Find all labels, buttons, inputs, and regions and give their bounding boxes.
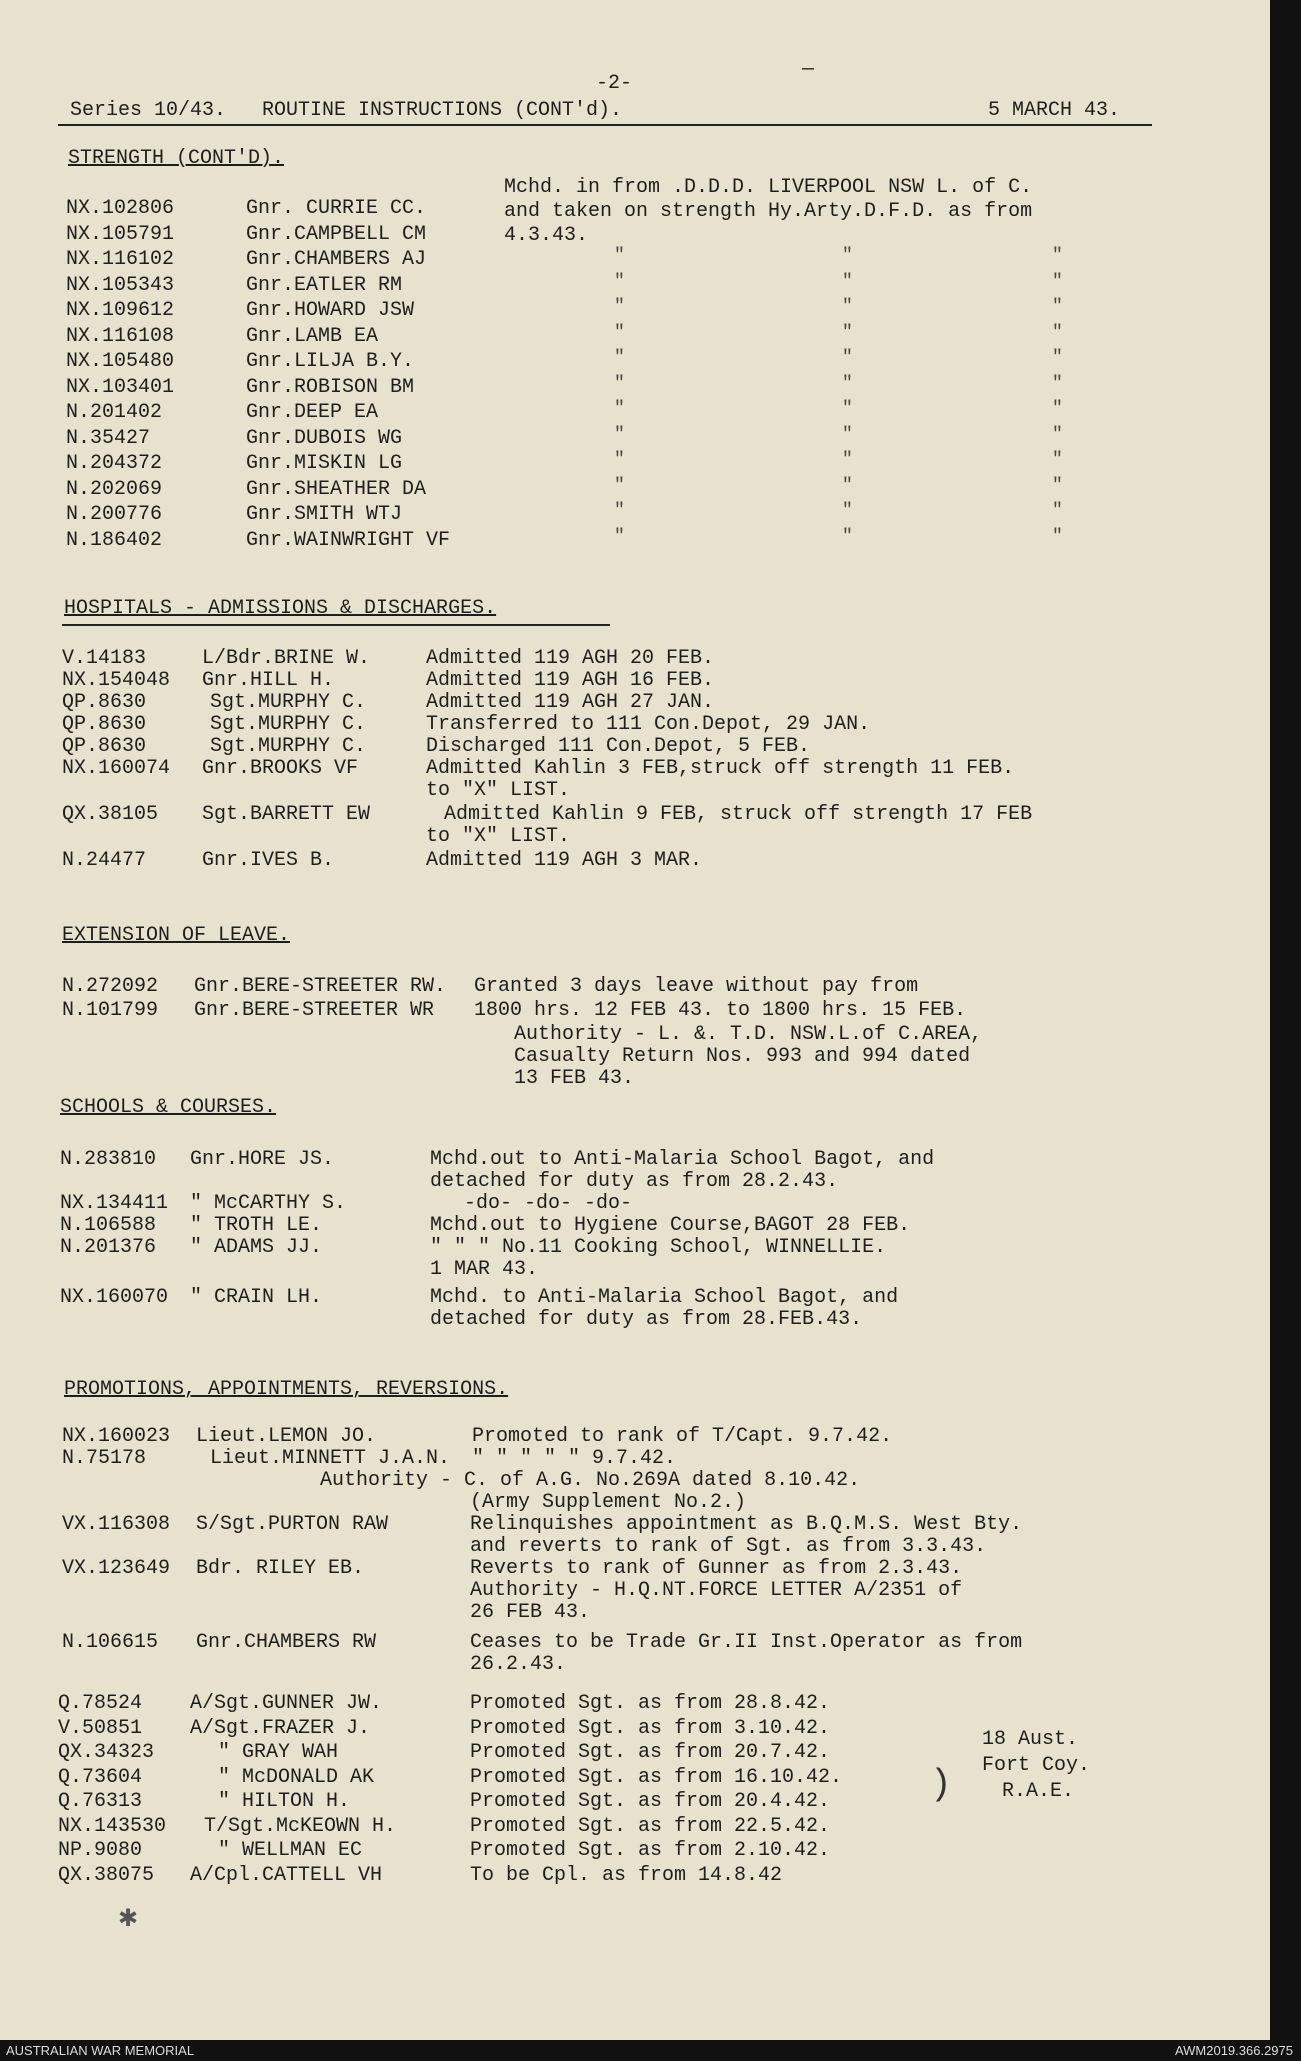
soldier-name: Gnr.LILJA B.Y.	[246, 350, 415, 373]
soldier-name: Sgt.MURPHY C.	[210, 713, 367, 736]
soldier-name: A/Sgt.FRAZER J.	[190, 1716, 371, 1740]
soldier-name: Gnr.CAMPBELL CM	[246, 222, 427, 246]
ditto-mark: "	[842, 450, 853, 470]
hospital-entry: Admitted 119 AGH 20 FEB.	[426, 647, 715, 670]
service-number: N.186402	[66, 528, 163, 552]
service-number: NX.103401	[66, 375, 175, 399]
promotion-entry: " " " " " 9.7.42.	[472, 1447, 677, 1470]
service-number: NX.102806	[66, 197, 175, 220]
ditto-mark: "	[1052, 348, 1063, 368]
promotion-entry: Promoted Sgt. as from 16.10.42.	[470, 1765, 843, 1789]
service-number: QX.38075	[58, 1863, 155, 1887]
service-number: NX.160074	[62, 757, 171, 780]
promotion-entry: Promoted Sgt. as from 20.4.42.	[470, 1790, 831, 1813]
service-number: Q.73604	[58, 1765, 143, 1789]
ditto-mark: "	[842, 322, 853, 343]
soldier-name: A/Cpl.CATTELL VH	[190, 1863, 383, 1887]
ditto-mark: "	[842, 246, 853, 266]
service-number: N.106615	[62, 1631, 159, 1654]
strength-remark-line: 4.3.43.	[504, 224, 589, 247]
promotion-entry: Promoted Sgt. as from 28.8.42.	[470, 1692, 831, 1715]
ditto-mark: "	[842, 271, 853, 292]
service-number: NX.109612	[66, 299, 175, 322]
leave-entry: Granted 3 days leave without pay from	[474, 975, 919, 998]
soldier-name: " McDONALD AK	[218, 1765, 375, 1789]
ditto-mark: "	[842, 373, 853, 394]
promotion-entry: Promoted Sgt. as from 3.10.42.	[470, 1716, 831, 1740]
service-number: NX.116108	[66, 324, 175, 348]
soldier-name: Gnr.DEEP EA	[246, 401, 379, 424]
soldier-name: Gnr.SMITH WTJ	[246, 503, 403, 526]
service-number: NX.160070	[60, 1286, 169, 1309]
ditto-mark: "	[1052, 322, 1063, 343]
soldier-name: " GRAY WAH	[218, 1741, 339, 1764]
hospital-entry: Transferred to 111 Con.Depot, 29 JAN.	[426, 713, 871, 736]
hospital-entry: to "X" LIST.	[426, 779, 571, 802]
service-number: NX.105343	[66, 273, 175, 297]
unit-note-line: R.A.E.	[1002, 1780, 1075, 1803]
ditto-mark: "	[1052, 246, 1063, 266]
soldier-name: " TROTH LE.	[190, 1214, 323, 1237]
promotion-entry: 26.2.43.	[470, 1653, 567, 1676]
soldier-name: Gnr.MISKIN LG	[246, 452, 403, 475]
service-number: N.35427	[66, 426, 151, 450]
service-number: N.106588	[60, 1214, 157, 1237]
scan-border	[1270, 0, 1301, 2061]
footer-right: AWM2019.366.2975	[1174, 2043, 1293, 2058]
service-number: VX.123649	[62, 1557, 171, 1580]
ditto-mark: "	[614, 246, 625, 266]
ditto-mark: "	[1052, 424, 1063, 445]
ditto-mark: "	[1052, 373, 1063, 394]
service-number: N.200776	[66, 503, 163, 526]
ditto-mark: "	[614, 271, 625, 292]
soldier-name: Gnr.LAMB EA	[246, 324, 379, 348]
ditto-mark: "	[614, 424, 625, 445]
handwritten-mark: ✱	[118, 1904, 139, 1932]
promotion-entry: Promoted to rank of T/Capt. 9.7.42.	[472, 1425, 893, 1448]
school-entry: Mchd. to Anti-Malaria School Bagot, and	[430, 1286, 899, 1309]
ditto-mark: "	[1052, 450, 1063, 470]
service-number: V.14183	[62, 647, 147, 670]
ditto-mark: "	[1052, 526, 1063, 547]
promotion-entry: Authority - C. of A.G. No.269A dated 8.10.42.	[320, 1469, 861, 1492]
ditto-mark: "	[1052, 399, 1063, 419]
leave-heading: EXTENSION OF LEAVE.	[62, 924, 291, 947]
soldier-name: Gnr.DUBOIS WG	[246, 426, 403, 450]
service-number: QX.38105	[62, 803, 159, 826]
soldier-name: " HILTON H.	[218, 1790, 351, 1813]
promotion-entry: Promoted Sgt. as from 22.5.42.	[470, 1814, 831, 1838]
service-number: NX.143530	[58, 1814, 167, 1838]
service-number: Q.78524	[58, 1692, 143, 1715]
school-entry: detached for duty as from 28.2.43.	[430, 1170, 839, 1193]
service-number: NX.134411	[60, 1192, 169, 1215]
soldier-name: Gnr.EATLER RM	[246, 273, 403, 297]
header-series: Series 10/43.	[70, 99, 227, 122]
ditto-mark: "	[842, 526, 853, 547]
soldier-name: " McCARTHY S.	[190, 1192, 347, 1215]
soldier-name: " CRAIN LH.	[190, 1286, 323, 1309]
leave-entry: 1800 hrs. 12 FEB 43. to 1800 hrs. 15 FEB.	[474, 999, 967, 1022]
ditto-mark: "	[614, 475, 625, 496]
service-number: QX.34323	[58, 1741, 155, 1764]
promotion-entry: Promoted Sgt. as from 2.10.42.	[470, 1839, 831, 1862]
service-number: N.204372	[66, 452, 163, 475]
soldier-name: Lieut.MINNETT J.A.N.	[210, 1447, 451, 1470]
ditto-mark: "	[614, 399, 625, 419]
soldier-name: L/Bdr.BRINE W.	[202, 647, 371, 670]
ditto-mark: "	[842, 297, 853, 317]
soldier-name: Gnr.ROBISON BM	[246, 375, 415, 399]
footer-left: AUSTRALIAN WAR MEMORIAL	[6, 2043, 195, 2058]
promotion-entry: Authority - H.Q.NT.FORCE LETTER A/2351 of	[470, 1579, 963, 1602]
service-number: N.24477	[62, 849, 147, 872]
ditto-mark: "	[1052, 297, 1063, 317]
service-number: NX.154048	[62, 669, 171, 692]
hospital-entry: Discharged 111 Con.Depot, 5 FEB.	[426, 735, 811, 758]
service-number: N.101799	[62, 999, 159, 1022]
hospital-entry: to "X" LIST.	[426, 825, 571, 848]
promotion-entry: and reverts to rank of Sgt. as from 3.3.43.	[470, 1535, 987, 1558]
soldier-name: Gnr.BROOKS VF	[202, 757, 359, 780]
soldier-name: Gnr.HOWARD JSW	[246, 299, 415, 322]
ditto-mark: "	[842, 424, 853, 445]
hospital-entry: Admitted 119 AGH 3 MAR.	[426, 849, 703, 872]
service-number: NP.9080	[58, 1839, 143, 1862]
ditto-mark: "	[1052, 271, 1063, 292]
school-entry: Mchd.out to Anti-Malaria School Bagot, and	[430, 1148, 935, 1171]
promotions-heading: PROMOTIONS, APPOINTMENTS, REVERSIONS.	[64, 1378, 509, 1401]
soldier-name: Gnr.CHAMBERS RW	[196, 1631, 377, 1654]
soldier-name: Gnr.CHAMBERS AJ	[246, 248, 427, 271]
soldier-name: Gnr.BERE-STREETER WR	[194, 999, 435, 1022]
promotion-entry: To be Cpl. as from 14.8.42	[470, 1863, 783, 1887]
soldier-name: Lieut.LEMON JO.	[196, 1425, 377, 1448]
ditto-mark: "	[842, 399, 853, 419]
soldier-name: Bdr. RILEY EB.	[196, 1557, 365, 1580]
ditto-mark: "	[614, 450, 625, 470]
service-number: QP.8630	[62, 735, 147, 758]
hospital-entry: Admitted 119 AGH 16 FEB.	[426, 669, 715, 692]
promotion-entry: Promoted Sgt. as from 20.7.42.	[470, 1741, 831, 1764]
school-entry: -do- -do- -do-	[464, 1192, 633, 1215]
soldier-name: Gnr.WAINWRIGHT VF	[246, 528, 451, 552]
soldier-name: Gnr. CURRIE CC.	[246, 197, 427, 220]
header-rule	[58, 124, 1152, 126]
service-number: QP.8630	[62, 713, 147, 736]
promotion-entry: (Army Supplement No.2.)	[470, 1491, 747, 1514]
ditto-mark: "	[614, 322, 625, 343]
service-number: Q.76313	[58, 1790, 143, 1813]
soldier-name: S/Sgt.PURTON RAW	[196, 1513, 389, 1536]
service-number: N.201402	[66, 401, 163, 424]
leave-continuation-line: Authority - L. &. T.D. NSW.L.of C.AREA,	[514, 1023, 983, 1046]
header-date: 5 MARCH 43.	[988, 99, 1121, 122]
grouping-brace: )	[930, 1764, 952, 1805]
soldier-name: Gnr.IVES B.	[202, 849, 335, 872]
archive-footer	[0, 2040, 1301, 2061]
ditto-mark: "	[614, 348, 625, 368]
service-number: NX.160023	[62, 1425, 171, 1448]
ditto-mark: "	[614, 501, 625, 521]
leave-continuation-line: Casualty Return Nos. 993 and 994 dated	[514, 1045, 971, 1068]
ditto-mark: "	[842, 501, 853, 521]
service-number: NX.116102	[66, 248, 175, 271]
soldier-name: Sgt.MURPHY C.	[210, 691, 367, 714]
service-number: N.283810	[60, 1148, 157, 1171]
leave-continuation-line: 13 FEB 43.	[514, 1067, 635, 1090]
hospital-entry: Admitted Kahlin 9 FEB, struck off strength 17 FEB	[444, 803, 1033, 826]
soldier-name: T/Sgt.McKEOWN H.	[204, 1814, 397, 1838]
hospital-entry: Admitted 119 AGH 27 JAN.	[426, 691, 715, 714]
hospitals-rule	[62, 624, 610, 626]
header-title: ROUTINE INSTRUCTIONS (CONT'd).	[262, 99, 623, 122]
soldier-name: A/Sgt.GUNNER JW.	[190, 1692, 383, 1715]
ditto-mark: "	[1052, 475, 1063, 496]
hospitals-heading: HOSPITALS - ADMISSIONS & DISCHARGES.	[64, 597, 497, 620]
soldier-name: Sgt.BARRETT EW	[202, 803, 371, 826]
soldier-name: Gnr.SHEATHER DA	[246, 477, 427, 501]
unit-note-line: Fort Coy.	[982, 1754, 1091, 1777]
ditto-mark: "	[614, 373, 625, 394]
school-entry: 1 MAR 43.	[430, 1258, 539, 1281]
school-entry: detached for duty as from 28.FEB.43.	[430, 1308, 863, 1331]
school-entry: Mchd.out to Hygiene Course,BAGOT 28 FEB.	[430, 1214, 911, 1237]
service-number: VX.116308	[62, 1513, 171, 1536]
service-number: N.202069	[66, 477, 163, 501]
school-entry: " " " No.11 Cooking School, WINNELLIE.	[430, 1236, 887, 1259]
promotion-entry: 26 FEB 43.	[470, 1601, 591, 1624]
service-number: N.201376	[60, 1236, 157, 1259]
soldier-name: " WELLMAN EC	[218, 1839, 363, 1862]
strength-remark-line: Mchd. in from .D.D.D. LIVERPOOL NSW L. of C.	[504, 176, 1033, 199]
page-number: -2-	[596, 72, 633, 95]
promotion-entry: Reverts to rank of Gunner as from 2.3.43.	[470, 1557, 963, 1580]
strength-remark-line: and taken on strength Hy.Arty.D.F.D. as from	[504, 200, 1033, 223]
promotion-entry: Ceases to be Trade Gr.II Inst.Operator as from	[470, 1631, 1023, 1654]
service-number: NX.105791	[66, 222, 175, 246]
ditto-mark: "	[1052, 501, 1063, 521]
soldier-name: Sgt.MURPHY C.	[210, 735, 367, 758]
service-number: N.75178	[62, 1447, 147, 1470]
ditto-mark: "	[614, 297, 625, 317]
ditto-mark: "	[614, 526, 625, 547]
soldier-name: Gnr.HILL H.	[202, 669, 335, 692]
soldier-name: Gnr.BERE-STREETER RW.	[194, 975, 447, 998]
hospital-entry: Admitted Kahlin 3 FEB,struck off strength 11 FEB.	[426, 757, 1015, 780]
soldier-name: Gnr.HORE JS.	[190, 1148, 335, 1171]
ditto-mark: "	[842, 348, 853, 368]
schools-heading: SCHOOLS & COURSES.	[60, 1096, 277, 1119]
service-number: QP.8630	[62, 691, 147, 714]
unit-note-line: 18 Aust.	[982, 1728, 1079, 1751]
service-number: N.272092	[62, 975, 159, 998]
ditto-mark: "	[842, 475, 853, 496]
promotion-entry: Relinquishes appointment as B.Q.M.S. West Bty.	[470, 1513, 1023, 1536]
service-number: NX.105480	[66, 350, 175, 373]
service-number: V.50851	[58, 1716, 143, 1740]
page-mark: —	[802, 58, 815, 81]
soldier-name: " ADAMS JJ.	[190, 1236, 323, 1259]
strength-heading: STRENGTH (CONT'D).	[68, 147, 285, 170]
